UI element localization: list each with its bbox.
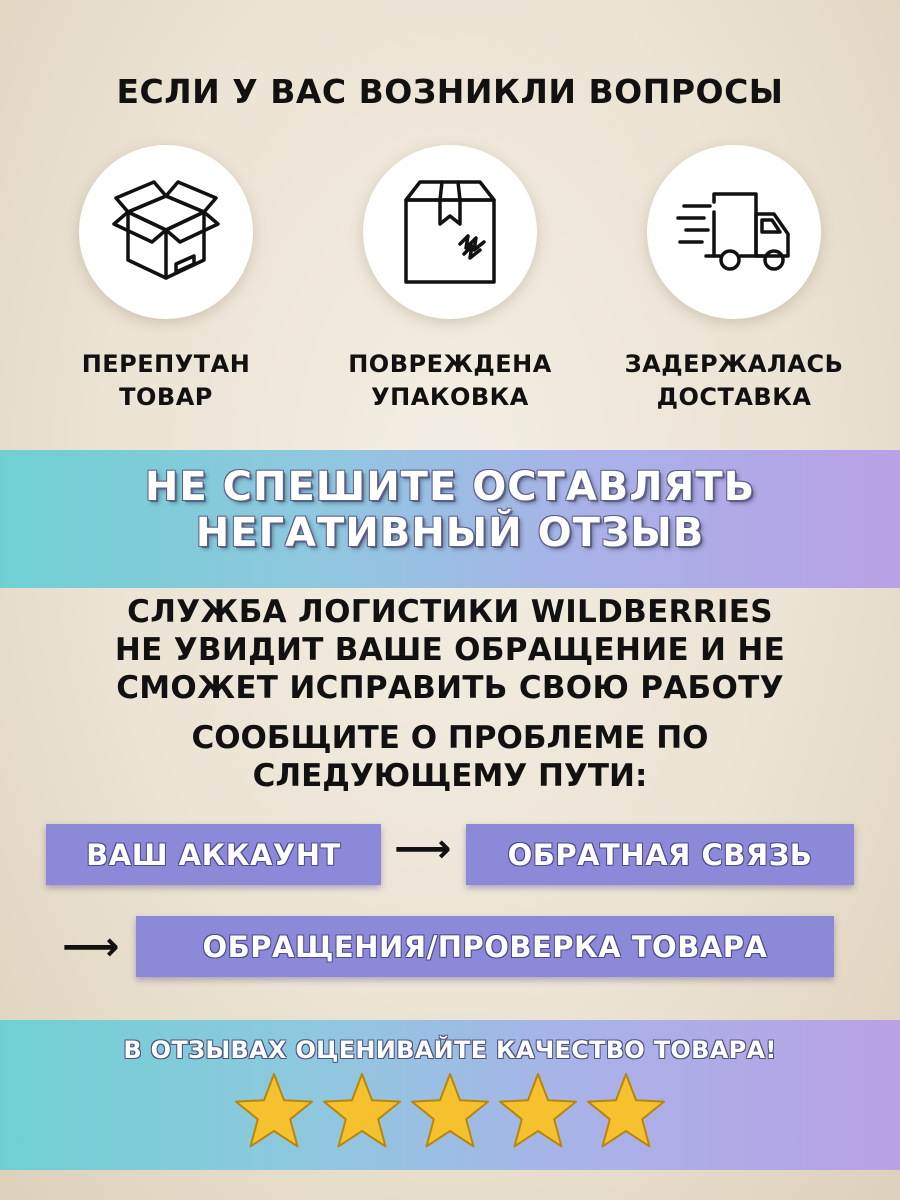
info-line-2: НЕ УВИДИТ ВАШЕ ОБРАЩЕНИЕ И НЕ	[114, 632, 786, 668]
instruction-line-2: СЛЕДУЮЩЕМУ ПУТИ:	[252, 758, 648, 794]
issue-caption-line: УПАКОВКА	[371, 383, 529, 411]
issue-caption-line: ДОСТАВКА	[656, 383, 812, 411]
issue-caption-line: ЗАДЕРЖАЛАСЬ	[624, 350, 844, 378]
path-step-requests: ОБРАЩЕНИЯ/ПРОВЕРКА ТОВАРА	[136, 916, 834, 977]
box-icon	[106, 172, 226, 292]
star-icon	[412, 1074, 488, 1146]
footer-text: В ОТЗЫВАХ ОЦЕНИВАЙТЕ КАЧЕСТВО ТОВАРА!	[123, 1036, 777, 1064]
banner-line-1: НЕ СПЕШИТЕ ОСТАВЛЯТЬ	[144, 464, 756, 510]
issue-caption-line: ПОВРЕЖДЕНА	[348, 350, 552, 378]
delivery-truck-icon	[674, 172, 794, 292]
star-icon	[500, 1074, 576, 1146]
path-step-account: ВАШ АККАУНТ	[46, 824, 381, 885]
issue-caption-delayed	[594, 348, 874, 414]
rating-stars	[230, 1068, 670, 1158]
star-icon	[236, 1074, 312, 1146]
issue-caption-line: ПЕРЕПУТАН	[81, 350, 251, 378]
info-line-1: СЛУЖБА ЛОГИСТИКИ WILDBERRIES	[127, 594, 773, 630]
box-icon-circle	[79, 145, 253, 319]
path-step-feedback: ОБРАТНАЯ СВЯЗЬ	[466, 824, 854, 885]
page-heading: ЕСЛИ У ВАС ВОЗНИКЛИ ВОПРОСЫ	[116, 72, 784, 111]
issue-caption-mixed-up	[26, 348, 306, 414]
banner-line-2: НЕГАТИВНЫЙ ОТЗЫВ	[195, 510, 705, 556]
issue-caption-damaged	[310, 348, 590, 414]
instruction-line-1: СООБЩИТЕ О ПРОБЛЕМЕ ПО	[191, 720, 709, 756]
delivery-truck-icon-circle	[647, 145, 821, 319]
info-line-3: СМОЖЕТ ИСПРАВИТЬ СВОЮ РАБОТУ	[116, 670, 784, 706]
star-icon	[588, 1074, 664, 1146]
damaged-package-icon-circle	[363, 145, 537, 319]
path-arrow: ⟶	[394, 826, 452, 872]
path-arrow: ⟶	[62, 924, 120, 970]
damaged-package-icon	[390, 172, 510, 292]
issue-caption-line: ТОВАР	[119, 383, 213, 411]
star-icon	[324, 1074, 400, 1146]
